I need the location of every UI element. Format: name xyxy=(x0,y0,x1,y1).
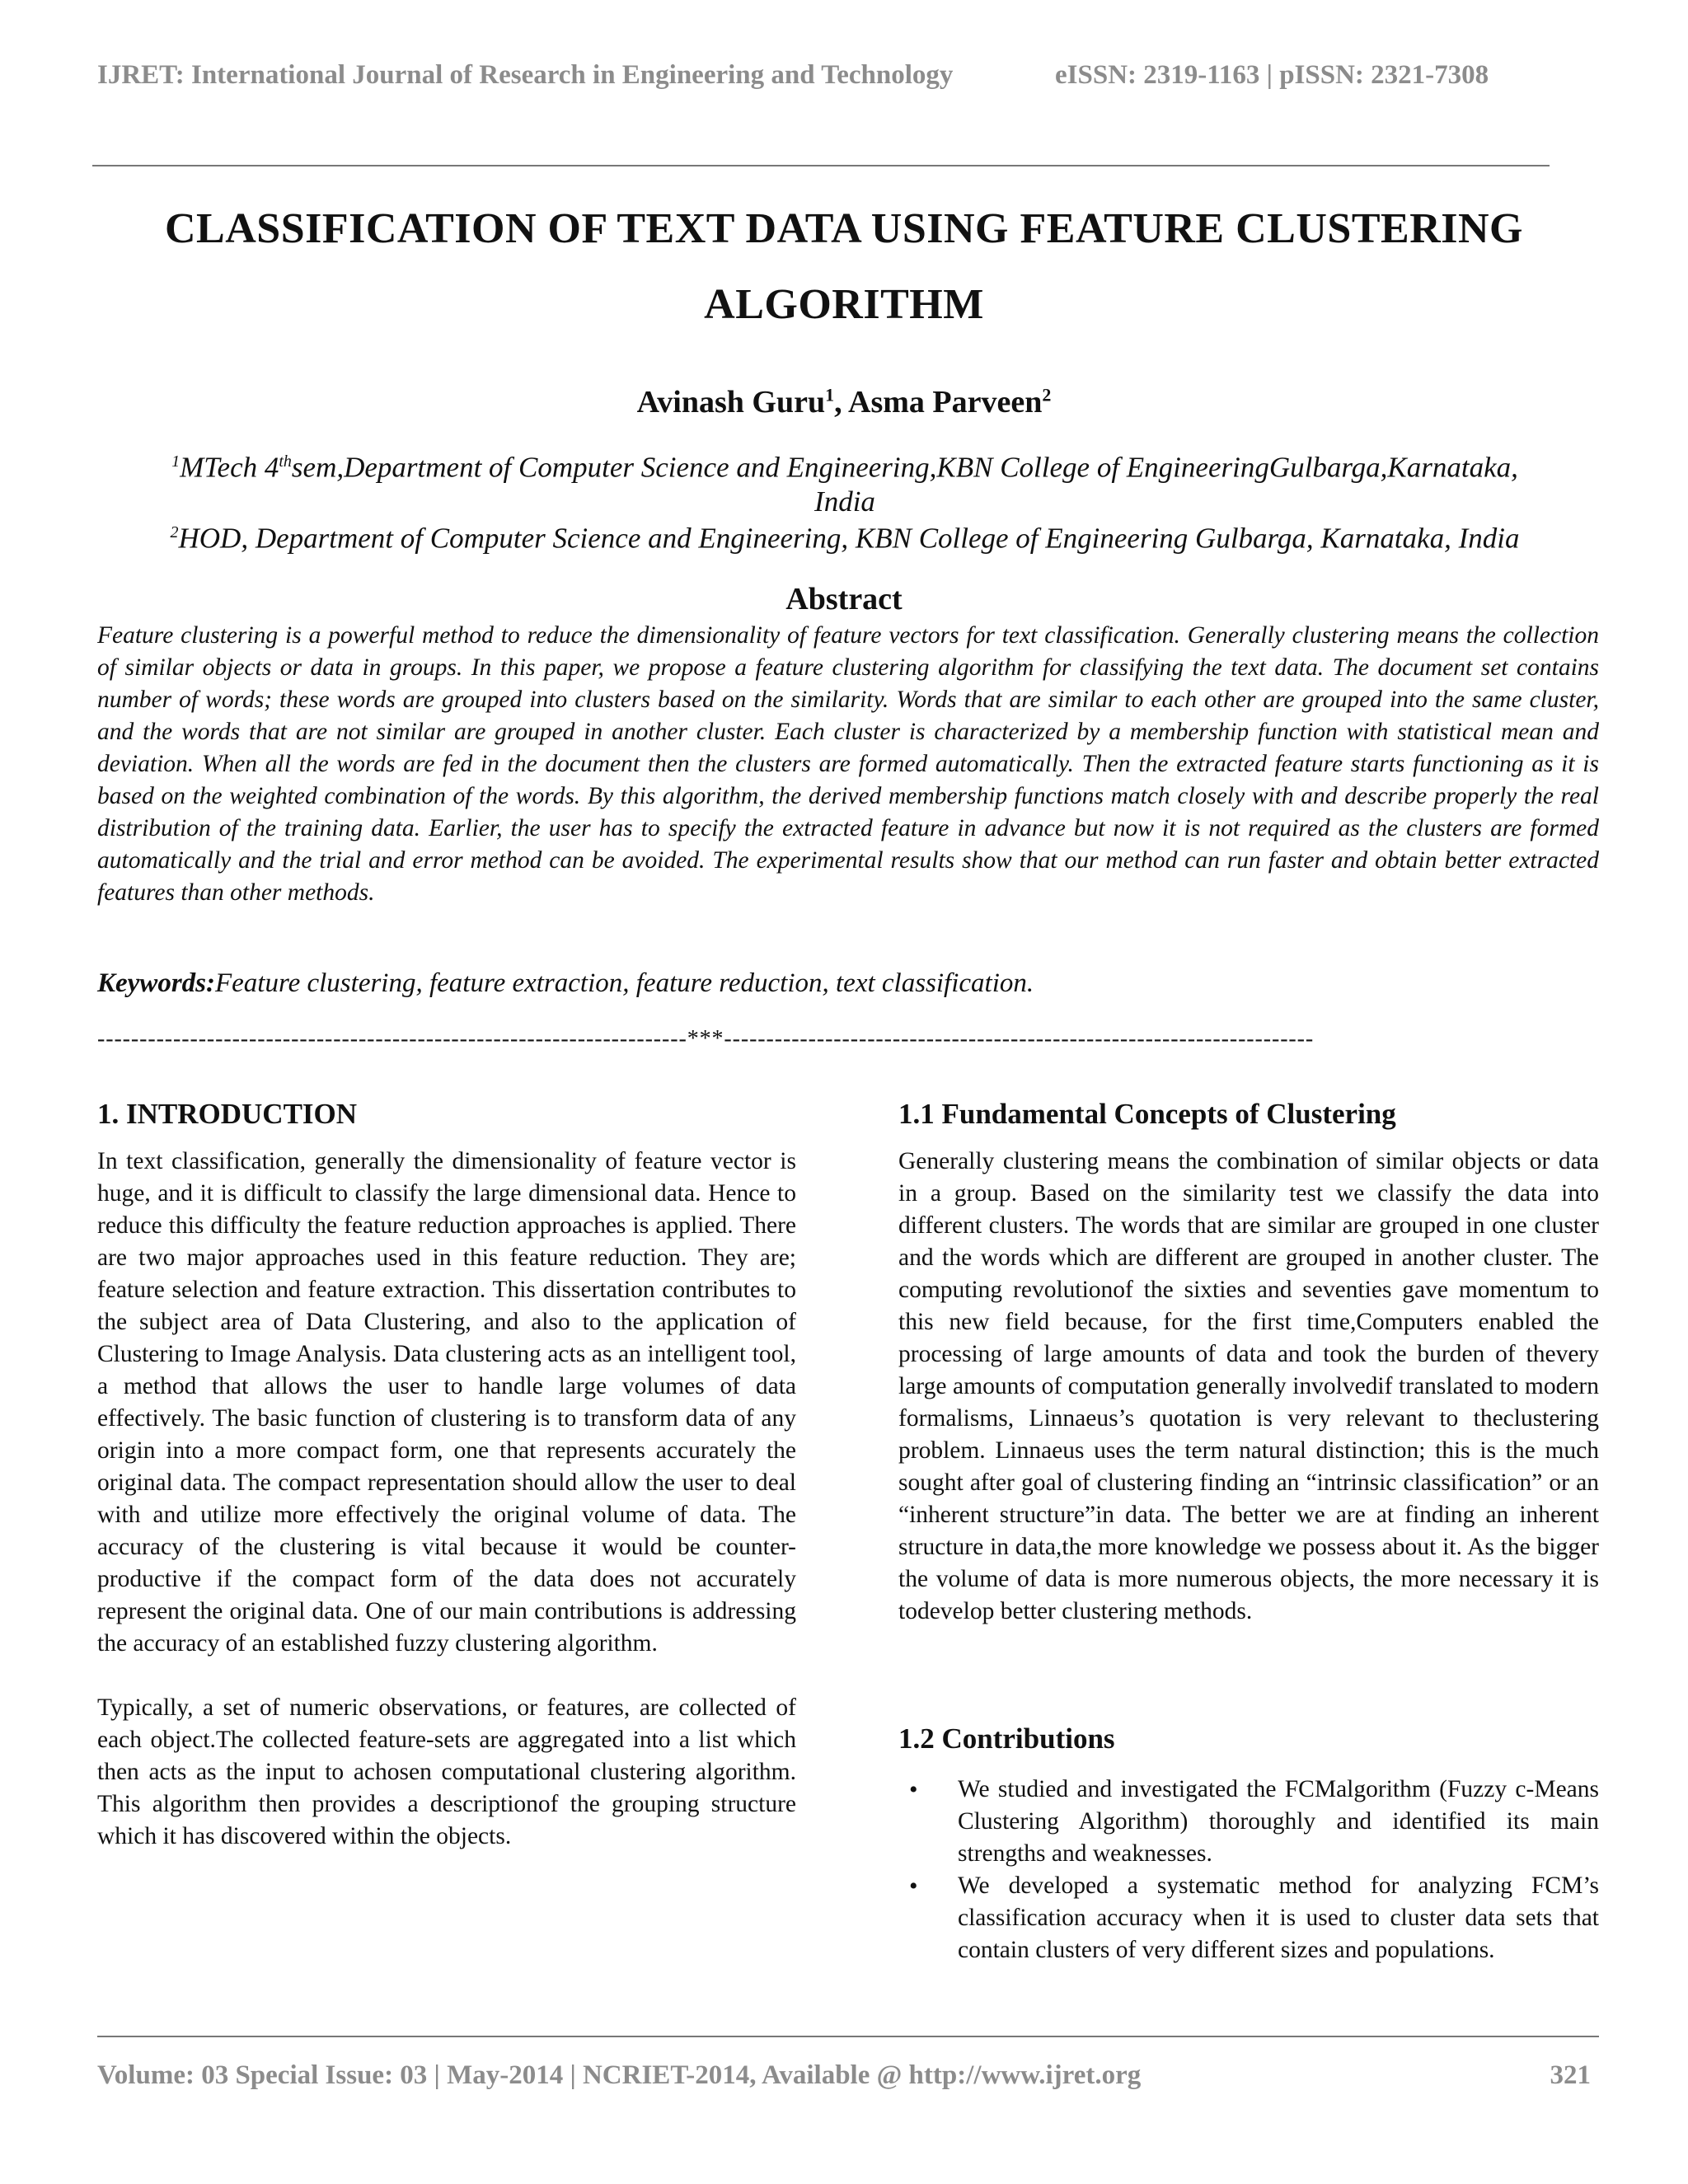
affiliation-1-mark: 1 xyxy=(171,452,181,471)
contributions-heading: 1.2 Contributions xyxy=(898,1722,1115,1755)
author-separator: , xyxy=(834,385,848,419)
author-2: Asma Parveen xyxy=(848,385,1043,419)
paper-title-line-2: ALGORITHM xyxy=(704,281,984,328)
affiliation-1-country: India xyxy=(814,485,875,518)
intro-paragraph-2: Typically, a set of numeric observations, or features, are collected of each object.The collected feature-sets are aggregated into a list which then acts as the input to achosen computational clustering algorithm. This algorithm then provides a descriptionof the grouping structure which it has discovered within the objects. xyxy=(97,1694,796,1849)
author-list xyxy=(0,384,1688,420)
intro-body xyxy=(97,1146,796,1853)
intro-heading: 1. INTRODUCTION xyxy=(97,1098,358,1130)
fundamentals-paragraph: Generally clustering means the combination of similar objects or data in a group. Based on the similarity test we classify the data into different clusters. The words that are similar are grouped in one cluster and the words which are different are grouped in another cluster. The computing revolutionof the sixties and seventies gave momentum to this new field because, for the first time,Computers enabled the processing of large amounts of data and took the burden of thevery large amounts of computation generally involvedif translated to modern formalisms, Linnaeus’s quotation is very relevant to theclustering problem. Linnaeus uses the term natural distinction; this is the much sought after goal of clustering finding an “intrinsic classification” or an “inherent structure”in data. The better we are at finding an inherent structure in data,the more knowledge we possess about it. As the bigger the volume of data is more numerous objects, the more necessary it is todevelop better clustering methods. xyxy=(898,1148,1599,1624)
footer-rule xyxy=(97,2036,1599,2037)
header-rule xyxy=(92,165,1550,166)
page-footer xyxy=(97,2060,1599,2091)
keywords-text: Feature clustering, feature extraction, feature reduction, text classification. xyxy=(215,968,1034,998)
affiliation-2 xyxy=(91,516,1599,555)
bullet-icon: • xyxy=(909,1776,918,1803)
affiliation-1 xyxy=(91,445,1599,518)
section-separator: ----------------------------------------------------------------------***---------------------------------------------------------------------- xyxy=(97,1026,1315,1052)
bullet-icon: • xyxy=(909,1872,918,1900)
fundamentals-heading: 1.1 Fundamental Concepts of Clustering xyxy=(898,1098,1396,1130)
affiliation-2-mark: 2 xyxy=(170,523,179,541)
keywords xyxy=(97,968,1599,999)
page-number: 321 xyxy=(1550,2060,1591,2090)
fundamentals-body xyxy=(898,1146,1599,1628)
contribution-item xyxy=(898,1774,1599,1870)
journal-name: IJRET: International Journal of Research in Engineering and Technology xyxy=(97,60,954,90)
affiliation-1-text-a: MTech 4 xyxy=(180,451,279,484)
affiliation-2-text: HOD, Department of Computer Science and Engineering, KBN College of Engineering Gulbarga, Karnataka, India xyxy=(178,522,1520,555)
author-1-affiliation-mark: 1 xyxy=(825,384,835,405)
author-2-affiliation-mark: 2 xyxy=(1042,384,1052,405)
affiliation-1-ordinal: th xyxy=(279,452,292,471)
abstract-text: Feature clustering is a powerful method to reduce the dimensionality of feature vectors for text classification. Generally clustering means the collection of similar objects or data in groups. In this paper, we propose a feature clustering algorithm for classifying the text data. The document set contains number of words; these words are grouped into clusters based on the similarity. Words that are similar to each other are grouped into the same cluster, and the words that are not similar are grouped in another cluster. Each cluster is characterized by a membership function with statistical mean and deviation. When all the words are fed in the document then the clusters are formed automatically. Then the extracted feature starts functioning as it is based on the weighted combination of the words. By this algorithm, the derived membership functions match closely with and describe properly the real distribution of the training data. Earlier, the user has to specify the extracted feature in advance but now it is not required as the clusters are formed automatically and the trial and error method can be avoided. The experimental results show that our method can run faster and obtain better extracted features than other methods. xyxy=(97,622,1599,906)
contribution-item xyxy=(898,1870,1599,1966)
intro-paragraph-1: In text classification, generally the dimensionality of feature vector is huge, and it is difficult to classify the large dimensional data. Hence to reduce this difficulty the feature reduction approaches is applied. There are two major approaches used in this feature reduction. They are; feature selection and feature extraction. This dissertation contributes to the subject area of Data Clustering, and also to the application of Clustering to Image Analysis. Data clustering acts as an intelligent tool, a method that allows the user to handle large volumes of data effectively. The basic function of clustering is to transform data of any origin into a more compact form, one that represents accurately the original data. The compact representation should allow the user to deal with and utilize more effectively the original volume of data. The accuracy of the clustering is vital because it would be counter-productive if the compact form of the data does not accurately represent the original data. One of our main contributions is addressing the accuracy of an established fuzzy clustering algorithm. xyxy=(97,1148,796,1657)
contributions-list xyxy=(898,1774,1599,1966)
contribution-text: We developed a systematic method for analyzing FCM’s classification accuracy when it is used to cluster data sets that contain clusters of very different sizes and populations. xyxy=(958,1872,1599,1963)
keywords-label: Keywords: xyxy=(97,968,215,998)
footer-citation: Volume: 03 Special Issue: 03 | May-2014 | NCRIET-2014, Available @ http://www.ijret.org xyxy=(97,2060,1142,2090)
running-header xyxy=(97,60,1548,91)
paper-title-line-1: CLASSIFICATION OF TEXT DATA USING FEATURE CLUSTERING xyxy=(165,205,1523,252)
affiliation-1-text-b: sem,Department of Computer Science and Engineering,KBN College of EngineeringGulbarga,Karnataka, xyxy=(291,451,1518,484)
abstract-heading: Abstract xyxy=(785,582,903,616)
contribution-text: We studied and investigated the FCMalgorithm (Fuzzy c-Means Clustering Algorithm) thoroughly and identified its main strengths and weaknesses. xyxy=(958,1776,1599,1867)
author-1: Avinash Guru xyxy=(636,385,826,419)
issn-info: eISSN: 2319-1163 | pISSN: 2321-7308 xyxy=(1055,60,1489,90)
